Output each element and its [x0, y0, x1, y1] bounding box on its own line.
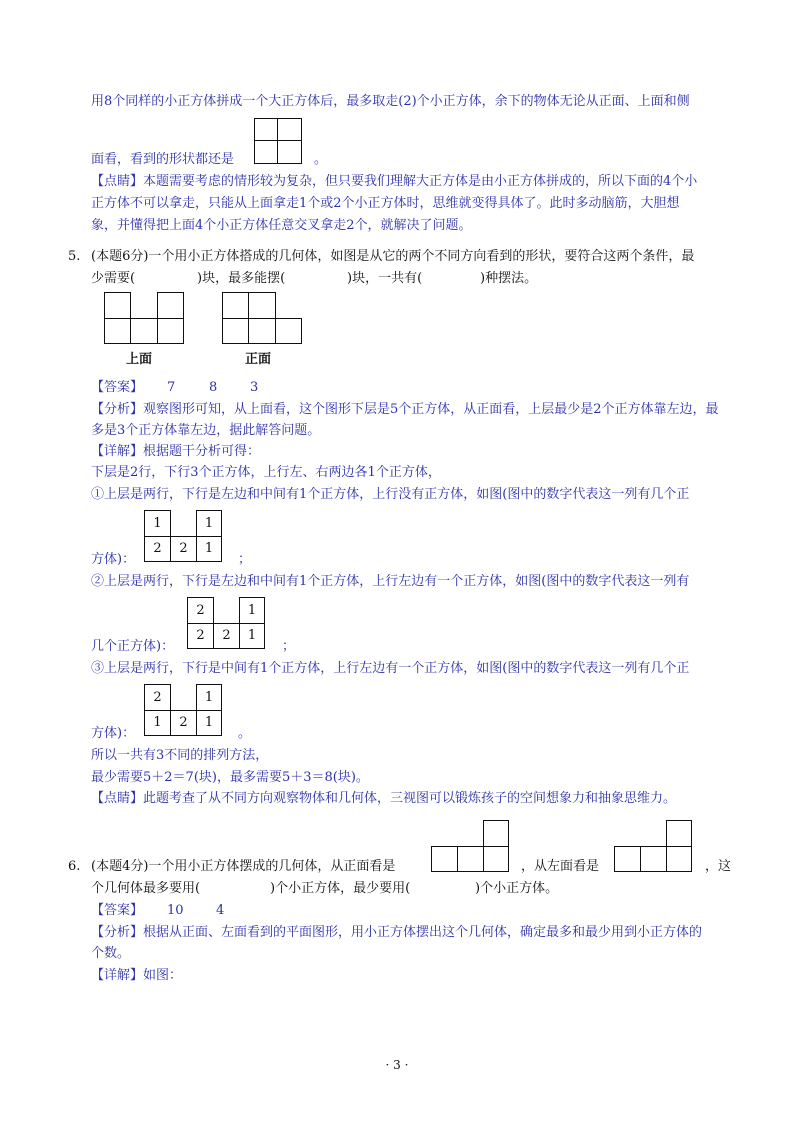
q5-case3-line-2a: 方体)：	[91, 726, 136, 741]
figure-cell	[130, 318, 158, 344]
figure-cell	[666, 846, 692, 872]
q5-conclusion-2: 最少需要5＋2＝7(块)，最多需要5＋3＝8(块)。	[91, 770, 369, 785]
intro-line-1: 用8个同样的小正方体拼成一个大正方体后，最多取走(2)个小正方体，余下的物体无论从正面、上面和侧	[91, 94, 690, 109]
q5-top-view-figure	[104, 292, 184, 344]
q5-case1-line-2b: ；	[238, 552, 252, 567]
figure-cell	[614, 846, 641, 872]
q6-answer-tag: 【答案】	[91, 903, 144, 918]
figure-cell	[483, 846, 509, 872]
grid-cell: 1	[144, 710, 171, 736]
q5-front-view-figure	[222, 292, 302, 344]
q5-line-2c: )块，一共有(	[347, 271, 423, 286]
grid-cell: 2	[144, 684, 171, 711]
figure-cell	[254, 140, 278, 164]
grid-cell: 2	[170, 536, 197, 562]
q5-answer-2: 8	[209, 380, 218, 395]
q5-conclusion-1: 所以一共有3不同的排列方法，	[91, 748, 269, 763]
q5-case1-grid	[144, 510, 222, 562]
figure-cell	[157, 318, 184, 344]
grid-cell: 1	[196, 536, 222, 562]
figure-cell	[157, 292, 184, 319]
intro-line-2a: 面看，看到的形状都还是	[91, 152, 235, 167]
figure-cell	[457, 846, 484, 872]
q5-case2-line-1: ②上层是两行，下行是左边和中间有1个正方体，上行左边有一个正方体，如图(图中的数字代表这一列有	[91, 574, 690, 589]
point4-line-3: 象，并懂得把上面4个小正方体任意交叉拿走2个，就解决了问题。	[91, 218, 472, 233]
grid-cell: 1	[196, 510, 222, 537]
detail-tag: 【详解】	[91, 444, 144, 459]
figure-cell	[666, 820, 692, 847]
q5-answer-1: 7	[167, 380, 176, 395]
q6-number: 6.	[68, 859, 81, 874]
grid-cell: 2	[187, 623, 214, 649]
figure-cell	[248, 292, 276, 319]
detail-text: 如图：	[143, 968, 183, 983]
grid-cell: 1	[196, 684, 222, 711]
grid-cell: 1	[239, 623, 265, 649]
q6-analysis-1	[91, 924, 702, 942]
grid-cell: 1	[144, 510, 171, 537]
q6-line-1c: ，这	[705, 859, 732, 874]
q5-answer-tag: 【答案】	[91, 380, 144, 395]
analysis-tag: 【分析】	[91, 402, 144, 417]
q6-line-2b: )个小正方体，最少要用(	[270, 881, 411, 896]
analysis-text: 根据从正面、左面看到的平面图形，用小正方体摆出这个几何体，确定最多和最少用到小正方体的	[143, 925, 703, 940]
point-tag: 【点睛】	[91, 791, 144, 806]
q5-case1-line-1: ①上层是两行，下行是左边和中间有1个正方体，上行没有正方体，如图(图中的数字代表这一列有几个正	[91, 487, 690, 502]
analysis-text: 观察图形可知，从上面看，这个图形下层是5个正方体，从正面看，上层最少是2个正方体靠左边，最	[143, 402, 719, 417]
q5-detail-a: 下层是2行，下行3个正方体，上行左、右两边各1个正方体，	[91, 465, 441, 480]
page-number: · 3 ·	[385, 1058, 409, 1072]
q5-label-top: 上面	[126, 352, 153, 367]
q6-answer-2: 4	[216, 903, 225, 918]
q5-analysis-2: 多是3个正方体靠左边，据此解答问题。	[91, 423, 321, 438]
grid-cell: 1	[239, 597, 265, 624]
q5-line-1: (本题6分)一个用小正方体搭成的几何体，如图是从它的两个不同方向看到的形状，要符合这两个条件，最	[91, 249, 695, 264]
figure-cell	[275, 318, 302, 344]
q5-label-front: 正面	[245, 352, 272, 367]
analysis-tag: 【分析】	[91, 925, 144, 940]
grid-cell: 2	[170, 710, 197, 736]
q5-detail-head	[91, 443, 260, 461]
q6-front-view-figure	[431, 820, 509, 872]
q6-line-2a: 个几何体最多要用(	[91, 881, 201, 896]
q5-answer-3: 3	[250, 380, 259, 395]
figure-cell	[222, 318, 249, 344]
figure-cell	[104, 292, 131, 319]
intro-square-figure	[254, 118, 302, 164]
q5-line-2d: )种摆法。	[480, 271, 538, 286]
q5-case1-line-2a: 方体)：	[91, 552, 136, 567]
q6-detail	[91, 967, 182, 985]
q6-line-2c: )个小正方体。	[475, 881, 559, 896]
grid-cell: 2	[213, 623, 240, 649]
q5-case3-line-1: ③上层是两行，下行是中间有1个正方体，上行左边有一个正方体，如图(图中的数字代表这一列有几个正	[91, 661, 690, 676]
q5-case2-line-2b: ；	[282, 639, 296, 654]
detail-text: 根据题干分析可得：	[143, 444, 261, 459]
grid-cell: 1	[196, 710, 222, 736]
figure-cell	[431, 846, 458, 872]
q5-case3-grid	[144, 684, 222, 736]
figure-cell	[277, 118, 302, 141]
q6-analysis-2: 个数。	[91, 946, 131, 961]
q6-answer-1: 10	[167, 903, 184, 918]
q5-case3-line-2b: 。	[238, 726, 252, 741]
point4-line-1	[91, 173, 697, 191]
grid-cell: 2	[187, 597, 214, 624]
q5-case2-line-2a: 几个正方体)：	[91, 639, 175, 654]
q6-line-1a: (本题4分)一个用小正方体摆成的几何体，从正面看是	[91, 859, 396, 874]
point-tag: 【点睛】	[91, 174, 144, 189]
q5-line-2b: )块，最多能摆(	[197, 271, 286, 286]
detail-tag: 【详解】	[91, 968, 144, 983]
figure-cell	[640, 846, 667, 872]
figure-cell	[222, 292, 249, 319]
q5-number: 5.	[68, 249, 81, 264]
grid-cell: 2	[144, 536, 171, 562]
point4-line-2: 正方体不可以拿走，只能从上面拿走1个或2个小正方体时，思维就变得具体了。此时多动脑筋，大胆想	[91, 196, 680, 211]
point4-text-1: 本题需要考虑的情形较为复杂，但只要我们理解大正方体是由小正方体拼成的，所以下面的4个小	[143, 174, 698, 189]
q6-line-1b: ，从左面看是	[521, 859, 600, 874]
point-text: 此题考查了从不同方向观察物体和几何体，三视图可以锻炼孩子的空间想象力和抽象思维力。	[143, 791, 677, 806]
q5-point	[91, 790, 676, 808]
q5-analysis-1	[91, 401, 719, 419]
q6-left-view-figure	[614, 820, 692, 872]
q5-line-2a: 少需要(	[91, 271, 136, 286]
figure-cell	[248, 318, 276, 344]
intro-line-2b: 。	[314, 152, 328, 167]
q5-case2-grid	[187, 597, 265, 649]
figure-cell	[104, 318, 131, 344]
figure-cell	[277, 140, 302, 164]
figure-cell	[254, 118, 278, 141]
figure-cell	[483, 820, 509, 847]
